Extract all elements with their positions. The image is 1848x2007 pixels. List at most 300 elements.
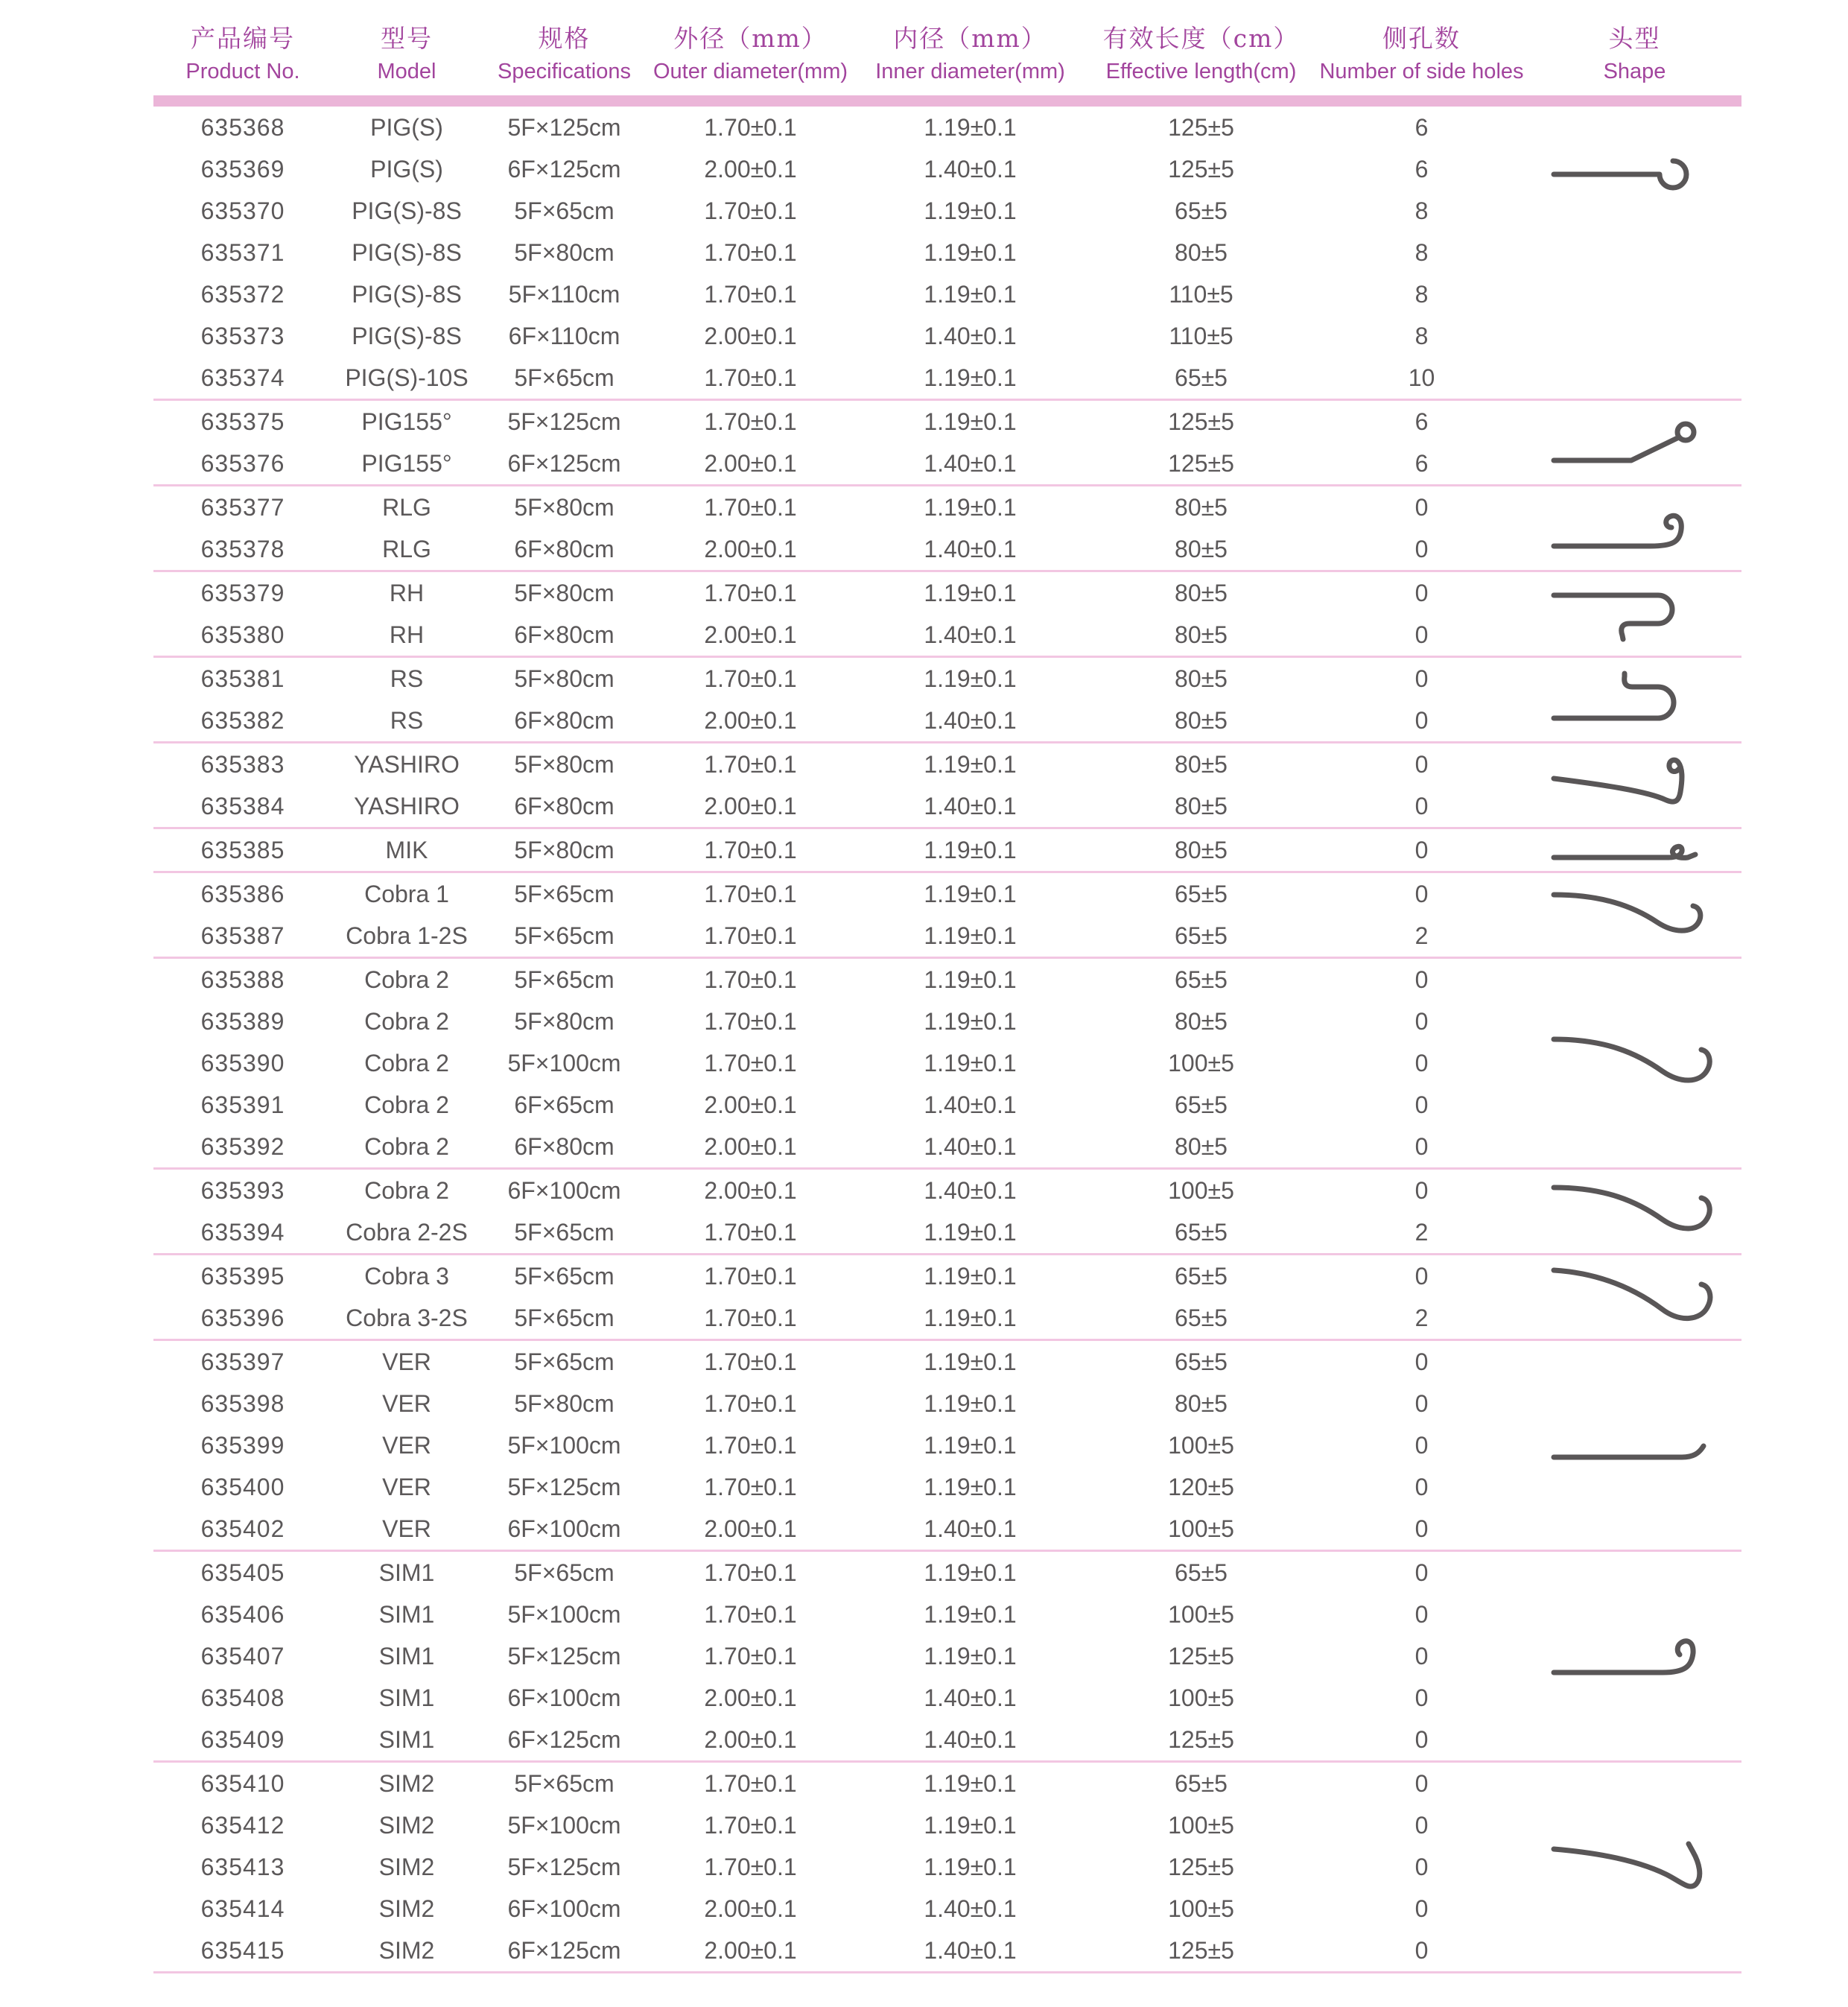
specifications-cell: 5F×65cm xyxy=(514,922,615,949)
inner-diameter-cell: 1.40±0.1 xyxy=(924,1091,1017,1118)
effective-length-cell: 80±5 xyxy=(1175,579,1228,606)
outer-diameter-cell: 1.70±0.1 xyxy=(704,1600,797,1628)
product-no-cell: 635397 xyxy=(200,1348,285,1375)
product-no-cell: 635384 xyxy=(200,792,285,819)
specifications-cell: 5F×125cm xyxy=(507,408,621,435)
specifications-cell: 6F×100cm xyxy=(507,1895,621,1922)
model-cell: PIG(S)-8S xyxy=(352,322,462,349)
model-cell: PIG(S)-10S xyxy=(345,364,469,391)
product-group xyxy=(153,1763,1741,1973)
outer-diameter-cell: 1.70±0.1 xyxy=(704,966,797,993)
effective-length-cell: 100±5 xyxy=(1168,1684,1234,1711)
side-holes-cell: 0 xyxy=(1414,1007,1429,1035)
side-holes-cell: 0 xyxy=(1414,1684,1429,1711)
product-no-cell: 635407 xyxy=(200,1642,285,1670)
specifications-cell: 5F×65cm xyxy=(514,880,615,907)
specifications-cell: 6F×65cm xyxy=(514,1091,615,1118)
effective-length-cell: 80±5 xyxy=(1175,1389,1228,1417)
side-holes-cell: 0 xyxy=(1414,1348,1429,1375)
specifications-cell: 5F×65cm xyxy=(514,197,615,224)
outer-diameter-cell: 2.00±0.1 xyxy=(704,792,797,819)
model-cell: RH xyxy=(389,621,425,648)
product-group xyxy=(153,1255,1741,1341)
model-cell: Cobra 2-2S xyxy=(346,1218,468,1246)
catheter-spec-table xyxy=(153,0,1741,1973)
outer-diameter-cell: 1.70±0.1 xyxy=(704,408,797,435)
side-holes-cell: 8 xyxy=(1414,238,1429,266)
product-no-cell: 635370 xyxy=(200,197,285,224)
side-holes-cell: 0 xyxy=(1414,493,1429,521)
effective-length-cell: 80±5 xyxy=(1175,836,1228,863)
inner-diameter-cell: 1.40±0.1 xyxy=(924,1684,1017,1711)
product-no-cell: 635392 xyxy=(200,1132,285,1160)
product-no-cell: 635380 xyxy=(200,621,285,648)
effective-length-cell: 80±5 xyxy=(1175,750,1228,778)
outer-diameter-cell: 2.00±0.1 xyxy=(704,621,797,648)
outer-diameter-cell: 1.70±0.1 xyxy=(704,238,797,266)
table-row xyxy=(153,700,1741,741)
outer-diameter-cell: 2.00±0.1 xyxy=(704,1725,797,1753)
specifications-cell: 5F×80cm xyxy=(514,1389,615,1417)
model-cell: Cobra 3-2S xyxy=(346,1304,468,1331)
column-header-en: Inner diameter(mm) xyxy=(875,60,1065,83)
outer-diameter-cell: 1.70±0.1 xyxy=(704,1642,797,1670)
table-row xyxy=(153,1042,1741,1084)
inner-diameter-cell: 1.40±0.1 xyxy=(924,449,1017,477)
specifications-cell: 6F×110cm xyxy=(508,322,620,349)
outer-diameter-cell: 1.70±0.1 xyxy=(704,922,797,949)
outer-diameter-cell: 2.00±0.1 xyxy=(704,1895,797,1922)
model-cell: SIM1 xyxy=(378,1600,435,1628)
specifications-cell: 5F×65cm xyxy=(514,1262,615,1290)
effective-length-cell: 65±5 xyxy=(1175,1559,1228,1586)
specifications-cell: 5F×65cm xyxy=(514,1769,615,1797)
product-no-cell: 635390 xyxy=(200,1049,285,1077)
model-cell: SIM1 xyxy=(378,1725,435,1753)
effective-length-cell: 125±5 xyxy=(1168,449,1234,477)
table-row xyxy=(153,486,1741,528)
model-cell: SIM2 xyxy=(378,1769,435,1797)
model-cell: PIG155° xyxy=(361,449,452,477)
column-header-zh: 侧孔数 xyxy=(1382,24,1461,53)
inner-diameter-cell: 1.40±0.1 xyxy=(924,322,1017,349)
specifications-cell: 5F×80cm xyxy=(514,665,615,692)
table-row xyxy=(153,1552,1741,1594)
inner-diameter-cell: 1.19±0.1 xyxy=(924,280,1017,308)
column-header-en: Product No. xyxy=(185,60,300,83)
model-cell: RS xyxy=(390,665,424,692)
effective-length-cell: 125±5 xyxy=(1168,113,1234,141)
effective-length-cell: 65±5 xyxy=(1175,880,1228,907)
outer-diameter-cell: 2.00±0.1 xyxy=(704,322,797,349)
side-holes-cell: 0 xyxy=(1414,1936,1429,1964)
product-no-cell: 635409 xyxy=(200,1725,285,1753)
side-holes-cell: 0 xyxy=(1414,1431,1429,1459)
product-no-cell: 635388 xyxy=(200,966,285,993)
table-row xyxy=(153,829,1741,871)
side-holes-cell: 0 xyxy=(1414,1515,1429,1542)
model-cell: SIM1 xyxy=(378,1559,435,1586)
column-header-en: Model xyxy=(377,60,436,83)
side-holes-cell: 0 xyxy=(1414,665,1429,692)
product-no-cell: 635369 xyxy=(200,155,285,183)
table-row xyxy=(153,1297,1741,1339)
specifications-cell: 5F×65cm xyxy=(514,1559,615,1586)
effective-length-cell: 65±5 xyxy=(1175,1091,1228,1118)
table-row xyxy=(153,873,1741,915)
model-cell: MIK xyxy=(385,836,428,863)
inner-diameter-cell: 1.40±0.1 xyxy=(924,621,1017,648)
column-header-shape xyxy=(1528,24,1741,84)
column-header-specifications xyxy=(481,24,647,84)
product-no-cell: 635381 xyxy=(200,665,285,692)
model-cell: PIG(S) xyxy=(370,113,443,141)
product-no-cell: 635410 xyxy=(200,1769,285,1797)
model-cell: PIG(S)-8S xyxy=(352,197,462,224)
product-table-body xyxy=(153,107,1741,1973)
effective-length-cell: 100±5 xyxy=(1168,1431,1234,1459)
inner-diameter-cell: 1.19±0.1 xyxy=(924,113,1017,141)
side-holes-cell: 0 xyxy=(1414,792,1429,819)
product-no-cell: 635375 xyxy=(200,408,285,435)
side-holes-cell: 0 xyxy=(1414,1473,1429,1500)
model-cell: RH xyxy=(389,579,425,606)
column-header-zh: 内径（mm） xyxy=(893,24,1047,53)
side-holes-cell: 2 xyxy=(1414,1218,1429,1246)
product-group xyxy=(153,743,1741,829)
column-header-en: Effective length(cm) xyxy=(1105,60,1297,83)
side-holes-cell: 0 xyxy=(1414,1642,1429,1670)
inner-diameter-cell: 1.19±0.1 xyxy=(924,1262,1017,1290)
model-cell: Cobra 2 xyxy=(364,1049,449,1077)
table-header xyxy=(153,0,1741,84)
table-row xyxy=(153,443,1741,484)
product-no-cell: 635371 xyxy=(200,238,285,266)
specifications-cell: 5F×125cm xyxy=(507,1473,621,1500)
specifications-cell: 5F×80cm xyxy=(514,238,615,266)
product-no-cell: 635400 xyxy=(200,1473,285,1500)
product-no-cell: 635402 xyxy=(200,1515,285,1542)
side-holes-cell: 0 xyxy=(1414,1176,1429,1204)
side-holes-cell: 0 xyxy=(1414,1769,1429,1797)
outer-diameter-cell: 1.70±0.1 xyxy=(704,1853,797,1880)
side-holes-cell: 10 xyxy=(1408,364,1435,391)
table-row xyxy=(153,1804,1741,1846)
effective-length-cell: 65±5 xyxy=(1175,364,1228,391)
table-row xyxy=(153,915,1741,957)
column-header-side-holes xyxy=(1315,24,1528,84)
inner-diameter-cell: 1.40±0.1 xyxy=(924,1515,1017,1542)
column-header-zh: 规格 xyxy=(538,24,591,53)
specifications-cell: 5F×100cm xyxy=(507,1600,621,1628)
table-row xyxy=(153,1677,1741,1719)
side-holes-cell: 0 xyxy=(1414,1132,1429,1160)
column-header-model xyxy=(332,24,481,84)
inner-diameter-cell: 1.19±0.1 xyxy=(924,1853,1017,1880)
column-header-effective-length xyxy=(1087,24,1315,84)
inner-diameter-cell: 1.40±0.1 xyxy=(924,792,1017,819)
specifications-cell: 5F×125cm xyxy=(507,1642,621,1670)
table-row xyxy=(153,1255,1741,1297)
side-holes-cell: 0 xyxy=(1414,1853,1429,1880)
model-cell: SIM1 xyxy=(378,1684,435,1711)
inner-diameter-cell: 1.19±0.1 xyxy=(924,1304,1017,1331)
specifications-cell: 5F×80cm xyxy=(514,1007,615,1035)
column-header-en: Number of side holes xyxy=(1319,60,1524,83)
effective-length-cell: 80±5 xyxy=(1175,706,1228,734)
product-group xyxy=(153,572,1741,658)
product-no-cell: 635412 xyxy=(200,1811,285,1839)
outer-diameter-cell: 2.00±0.1 xyxy=(704,155,797,183)
side-holes-cell: 0 xyxy=(1414,1811,1429,1839)
specifications-cell: 5F×80cm xyxy=(514,836,615,863)
model-cell: Cobra 3 xyxy=(364,1262,449,1290)
side-holes-cell: 0 xyxy=(1414,836,1429,863)
inner-diameter-cell: 1.40±0.1 xyxy=(924,1936,1017,1964)
table-row xyxy=(153,1383,1741,1424)
side-holes-cell: 0 xyxy=(1414,1559,1429,1586)
outer-diameter-cell: 1.70±0.1 xyxy=(704,197,797,224)
inner-diameter-cell: 1.19±0.1 xyxy=(924,1600,1017,1628)
outer-diameter-cell: 1.70±0.1 xyxy=(704,665,797,692)
effective-length-cell: 65±5 xyxy=(1175,197,1228,224)
column-header-inner-diameter xyxy=(854,24,1087,84)
side-holes-cell: 0 xyxy=(1414,535,1429,562)
product-no-cell: 635387 xyxy=(200,922,285,949)
model-cell: SIM2 xyxy=(378,1936,435,1964)
side-holes-cell: 8 xyxy=(1414,280,1429,308)
product-no-cell: 635408 xyxy=(200,1684,285,1711)
model-cell: PIG155° xyxy=(361,408,452,435)
outer-diameter-cell: 1.70±0.1 xyxy=(704,280,797,308)
outer-diameter-cell: 2.00±0.1 xyxy=(704,1091,797,1118)
model-cell: VER xyxy=(382,1515,431,1542)
table-row xyxy=(153,1719,1741,1760)
specifications-cell: 6F×80cm xyxy=(514,535,615,562)
table-row xyxy=(153,1635,1741,1677)
inner-diameter-cell: 1.19±0.1 xyxy=(924,880,1017,907)
specifications-cell: 5F×65cm xyxy=(514,1304,615,1331)
table-row xyxy=(153,1508,1741,1550)
product-no-cell: 635368 xyxy=(200,113,285,141)
product-no-cell: 635372 xyxy=(200,280,285,308)
table-row xyxy=(153,1084,1741,1126)
table-row xyxy=(153,1211,1741,1253)
table-row xyxy=(153,107,1741,148)
table-row xyxy=(153,1466,1741,1508)
side-holes-cell: 0 xyxy=(1414,579,1429,606)
product-group xyxy=(153,486,1741,572)
specifications-cell: 5F×100cm xyxy=(507,1049,621,1077)
model-cell: Cobra 1-2S xyxy=(346,922,468,949)
model-cell: RLG xyxy=(382,535,431,562)
inner-diameter-cell: 1.19±0.1 xyxy=(924,579,1017,606)
table-row xyxy=(153,785,1741,827)
specifications-cell: 6F×125cm xyxy=(507,155,621,183)
product-no-cell: 635373 xyxy=(200,322,285,349)
model-cell: PIG(S)-8S xyxy=(352,280,462,308)
column-header-zh: 型号 xyxy=(381,24,433,53)
outer-diameter-cell: 1.70±0.1 xyxy=(704,113,797,141)
inner-diameter-cell: 1.19±0.1 xyxy=(924,493,1017,521)
specifications-cell: 6F×125cm xyxy=(507,1725,621,1753)
side-holes-cell: 6 xyxy=(1414,113,1429,141)
side-holes-cell: 8 xyxy=(1414,197,1429,224)
effective-length-cell: 65±5 xyxy=(1175,1348,1228,1375)
table-row xyxy=(153,1846,1741,1888)
outer-diameter-cell: 1.70±0.1 xyxy=(704,1304,797,1331)
table-row xyxy=(153,614,1741,656)
outer-diameter-cell: 1.70±0.1 xyxy=(704,1049,797,1077)
model-cell: Cobra 2 xyxy=(364,1091,449,1118)
side-holes-cell: 0 xyxy=(1414,706,1429,734)
column-header-en: Shape xyxy=(1603,60,1666,83)
table-row xyxy=(153,572,1741,614)
product-no-cell: 635395 xyxy=(200,1262,285,1290)
inner-diameter-cell: 1.19±0.1 xyxy=(924,1431,1017,1459)
inner-diameter-cell: 1.40±0.1 xyxy=(924,1132,1017,1160)
product-no-cell: 635398 xyxy=(200,1389,285,1417)
effective-length-cell: 100±5 xyxy=(1168,1515,1234,1542)
outer-diameter-cell: 2.00±0.1 xyxy=(704,1515,797,1542)
inner-diameter-cell: 1.19±0.1 xyxy=(924,966,1017,993)
outer-diameter-cell: 2.00±0.1 xyxy=(704,1936,797,1964)
specifications-cell: 5F×100cm xyxy=(507,1431,621,1459)
table-row xyxy=(153,1170,1741,1211)
inner-diameter-cell: 1.19±0.1 xyxy=(924,665,1017,692)
product-no-cell: 635396 xyxy=(200,1304,285,1331)
outer-diameter-cell: 1.70±0.1 xyxy=(704,1473,797,1500)
effective-length-cell: 80±5 xyxy=(1175,665,1228,692)
side-holes-cell: 0 xyxy=(1414,621,1429,648)
specifications-cell: 5F×100cm xyxy=(507,1811,621,1839)
side-holes-cell: 0 xyxy=(1414,880,1429,907)
product-group xyxy=(153,873,1741,959)
effective-length-cell: 65±5 xyxy=(1175,1218,1228,1246)
product-no-cell: 635377 xyxy=(200,493,285,521)
outer-diameter-cell: 1.70±0.1 xyxy=(704,1811,797,1839)
table-row xyxy=(153,1001,1741,1042)
model-cell: VER xyxy=(382,1431,431,1459)
product-no-cell: 635383 xyxy=(200,750,285,778)
product-no-cell: 635394 xyxy=(200,1218,285,1246)
specifications-cell: 5F×80cm xyxy=(514,750,615,778)
model-cell: SIM2 xyxy=(378,1811,435,1839)
model-cell: VER xyxy=(382,1348,431,1375)
effective-length-cell: 65±5 xyxy=(1175,1262,1228,1290)
outer-diameter-cell: 1.70±0.1 xyxy=(704,493,797,521)
inner-diameter-cell: 1.19±0.1 xyxy=(924,197,1017,224)
table-row xyxy=(153,190,1741,232)
outer-diameter-cell: 1.70±0.1 xyxy=(704,1262,797,1290)
model-cell: Cobra 1 xyxy=(364,880,449,907)
product-no-cell: 635399 xyxy=(200,1431,285,1459)
specifications-cell: 6F×100cm xyxy=(507,1515,621,1542)
model-cell: VER xyxy=(382,1473,431,1500)
table-row xyxy=(153,1888,1741,1930)
table-row xyxy=(153,273,1741,315)
product-no-cell: 635385 xyxy=(200,836,285,863)
column-header-zh: 外径（mm） xyxy=(673,24,828,53)
product-no-cell: 635378 xyxy=(200,535,285,562)
effective-length-cell: 110±5 xyxy=(1169,280,1233,308)
inner-diameter-cell: 1.19±0.1 xyxy=(924,364,1017,391)
effective-length-cell: 125±5 xyxy=(1168,1725,1234,1753)
inner-diameter-cell: 1.19±0.1 xyxy=(924,836,1017,863)
table-row xyxy=(153,528,1741,570)
specifications-cell: 5F×65cm xyxy=(514,1348,615,1375)
side-holes-cell: 0 xyxy=(1414,1049,1429,1077)
product-no-cell: 635405 xyxy=(200,1559,285,1586)
side-holes-cell: 6 xyxy=(1414,155,1429,183)
specifications-cell: 6F×125cm xyxy=(507,449,621,477)
side-holes-cell: 6 xyxy=(1414,408,1429,435)
side-holes-cell: 0 xyxy=(1414,966,1429,993)
inner-diameter-cell: 1.19±0.1 xyxy=(924,1642,1017,1670)
product-group xyxy=(153,658,1741,743)
table-row xyxy=(153,315,1741,357)
specifications-cell: 5F×80cm xyxy=(514,579,615,606)
side-holes-cell: 2 xyxy=(1414,1304,1429,1331)
table-row xyxy=(153,357,1741,399)
inner-diameter-cell: 1.40±0.1 xyxy=(924,1725,1017,1753)
model-cell: PIG(S)-8S xyxy=(352,238,462,266)
inner-diameter-cell: 1.19±0.1 xyxy=(924,750,1017,778)
specifications-cell: 5F×125cm xyxy=(507,113,621,141)
model-cell: YASHIRO xyxy=(354,792,460,819)
product-no-cell: 635376 xyxy=(200,449,285,477)
specifications-cell: 6F×100cm xyxy=(507,1684,621,1711)
column-header-zh: 产品编号 xyxy=(191,24,295,53)
table-row xyxy=(153,1930,1741,1971)
column-header-product-no xyxy=(153,24,332,84)
table-row xyxy=(153,1763,1741,1804)
inner-diameter-cell: 1.19±0.1 xyxy=(924,1348,1017,1375)
model-cell: RS xyxy=(390,706,424,734)
outer-diameter-cell: 1.70±0.1 xyxy=(704,1559,797,1586)
specifications-cell: 6F×100cm xyxy=(507,1176,621,1204)
effective-length-cell: 80±5 xyxy=(1175,493,1228,521)
side-holes-cell: 0 xyxy=(1414,750,1429,778)
outer-diameter-cell: 1.70±0.1 xyxy=(704,579,797,606)
outer-diameter-cell: 1.70±0.1 xyxy=(704,364,797,391)
outer-diameter-cell: 1.70±0.1 xyxy=(704,1007,797,1035)
product-group xyxy=(153,959,1741,1170)
inner-diameter-cell: 1.40±0.1 xyxy=(924,1176,1017,1204)
column-header-en: Outer diameter(mm) xyxy=(652,60,848,83)
product-no-cell: 635415 xyxy=(200,1936,285,1964)
model-cell: VER xyxy=(382,1389,431,1417)
side-holes-cell: 0 xyxy=(1414,1895,1429,1922)
effective-length-cell: 100±5 xyxy=(1168,1049,1234,1077)
side-holes-cell: 0 xyxy=(1414,1725,1429,1753)
product-no-cell: 635413 xyxy=(200,1853,285,1880)
column-header-outer-diameter xyxy=(647,24,854,84)
effective-length-cell: 65±5 xyxy=(1175,1769,1228,1797)
header-separator-bar xyxy=(153,95,1741,107)
outer-diameter-cell: 1.70±0.1 xyxy=(704,1431,797,1459)
outer-diameter-cell: 1.70±0.1 xyxy=(704,750,797,778)
effective-length-cell: 125±5 xyxy=(1168,155,1234,183)
specifications-cell: 6F×125cm xyxy=(507,1936,621,1964)
column-header-en: Specifications xyxy=(498,60,631,83)
effective-length-cell: 100±5 xyxy=(1168,1600,1234,1628)
effective-length-cell: 65±5 xyxy=(1175,922,1228,949)
model-cell: SIM2 xyxy=(378,1895,435,1922)
model-cell: YASHIRO xyxy=(354,750,460,778)
model-cell: Cobra 2 xyxy=(364,1132,449,1160)
specifications-cell: 6F×80cm xyxy=(514,621,615,648)
